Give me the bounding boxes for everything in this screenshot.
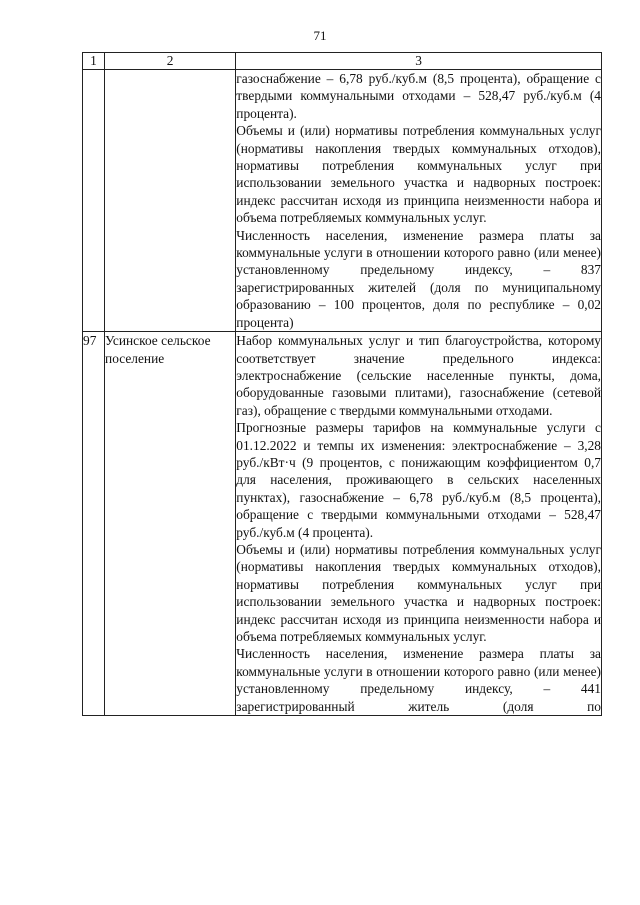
row-number-cell: 97 [83,332,105,716]
paragraph-population: Численность населения, изменение размера платы за коммунальные услуги в отношении которого равно (или менее) установленному предельному индексу, – 441 зарегистрированный житель (доля по [236,646,601,714]
row-number-cell [83,70,105,332]
settlement-name-cell: Усинское сельское поселение [105,332,236,716]
paragraph-population: Численность населения, изменение размера платы за коммунальные услуги в отношении которого равно (или менее) установленному предельному индексу, – 837 зарегистрированных жителей (доля по муниципальному образованию – 100 процентов, доля по республике – 0,02 процента) [236,227,601,330]
paragraph-tariffs: Прогнозные размеры тарифов на коммунальные услуги с 01.12.2022 и темпы их изменения: электроснабжение – 3,28 руб./кВт·ч (9 процентов, с понижающим коэффициентом 0,7 для населения, проживающего в сельских населенных пунктах), газоснабжение – 6,78 руб./куб.м (8,5 процента), обращение с твердыми коммунальными отходами – 528,47 руб./куб.м (4 процента). [236,420,601,540]
description-cell [236,332,602,716]
table-header-row [83,53,602,70]
table-row-continued [83,70,602,332]
description-cell [236,70,602,332]
tariff-table [82,52,602,716]
table-row-97 [83,332,602,716]
header-col-2: 2 [105,53,236,70]
paragraph-tariffs-end: газоснабжение – 6,78 руб./куб.м (8,5 процента), обращение с твердыми коммунальными отходами – 528,47 руб./куб.м (4 процента). [236,71,601,121]
page-number: 71 [313,28,327,43]
header-col-3: 3 [236,53,602,70]
paragraph-volumes: Объемы и (или) нормативы потребления коммунальных услуг (нормативы накопления твердых коммунальных отходов), нормативы потребления коммунальных услуг при использовании земельного участка и надворных построек: индекс рассчитан исходя из принципа неизменности набора и объема потребляемых коммунальных услуг. [236,123,601,226]
paragraph-services-set: Набор коммунальных услуг и тип благоустройства, которому соответствует значение предельного индекса: электроснабжение (сельские населенные пункты, дома, оборудованные газовыми плитами), газоснабжение (сетевой газ), обращение с твердыми коммунальными отходами. [236,333,601,418]
paragraph-volumes: Объемы и (или) нормативы потребления коммунальных услуг (нормативы накопления твердых коммунальных отходов), нормативы потребления коммунальных услуг при использовании земельного участка и надворных построек: индекс рассчитан исходя из принципа неизменности набора и объема потребляемых коммунальных услуг. [236,541,601,644]
header-col-1: 1 [83,53,105,70]
settlement-name-cell [105,70,236,332]
